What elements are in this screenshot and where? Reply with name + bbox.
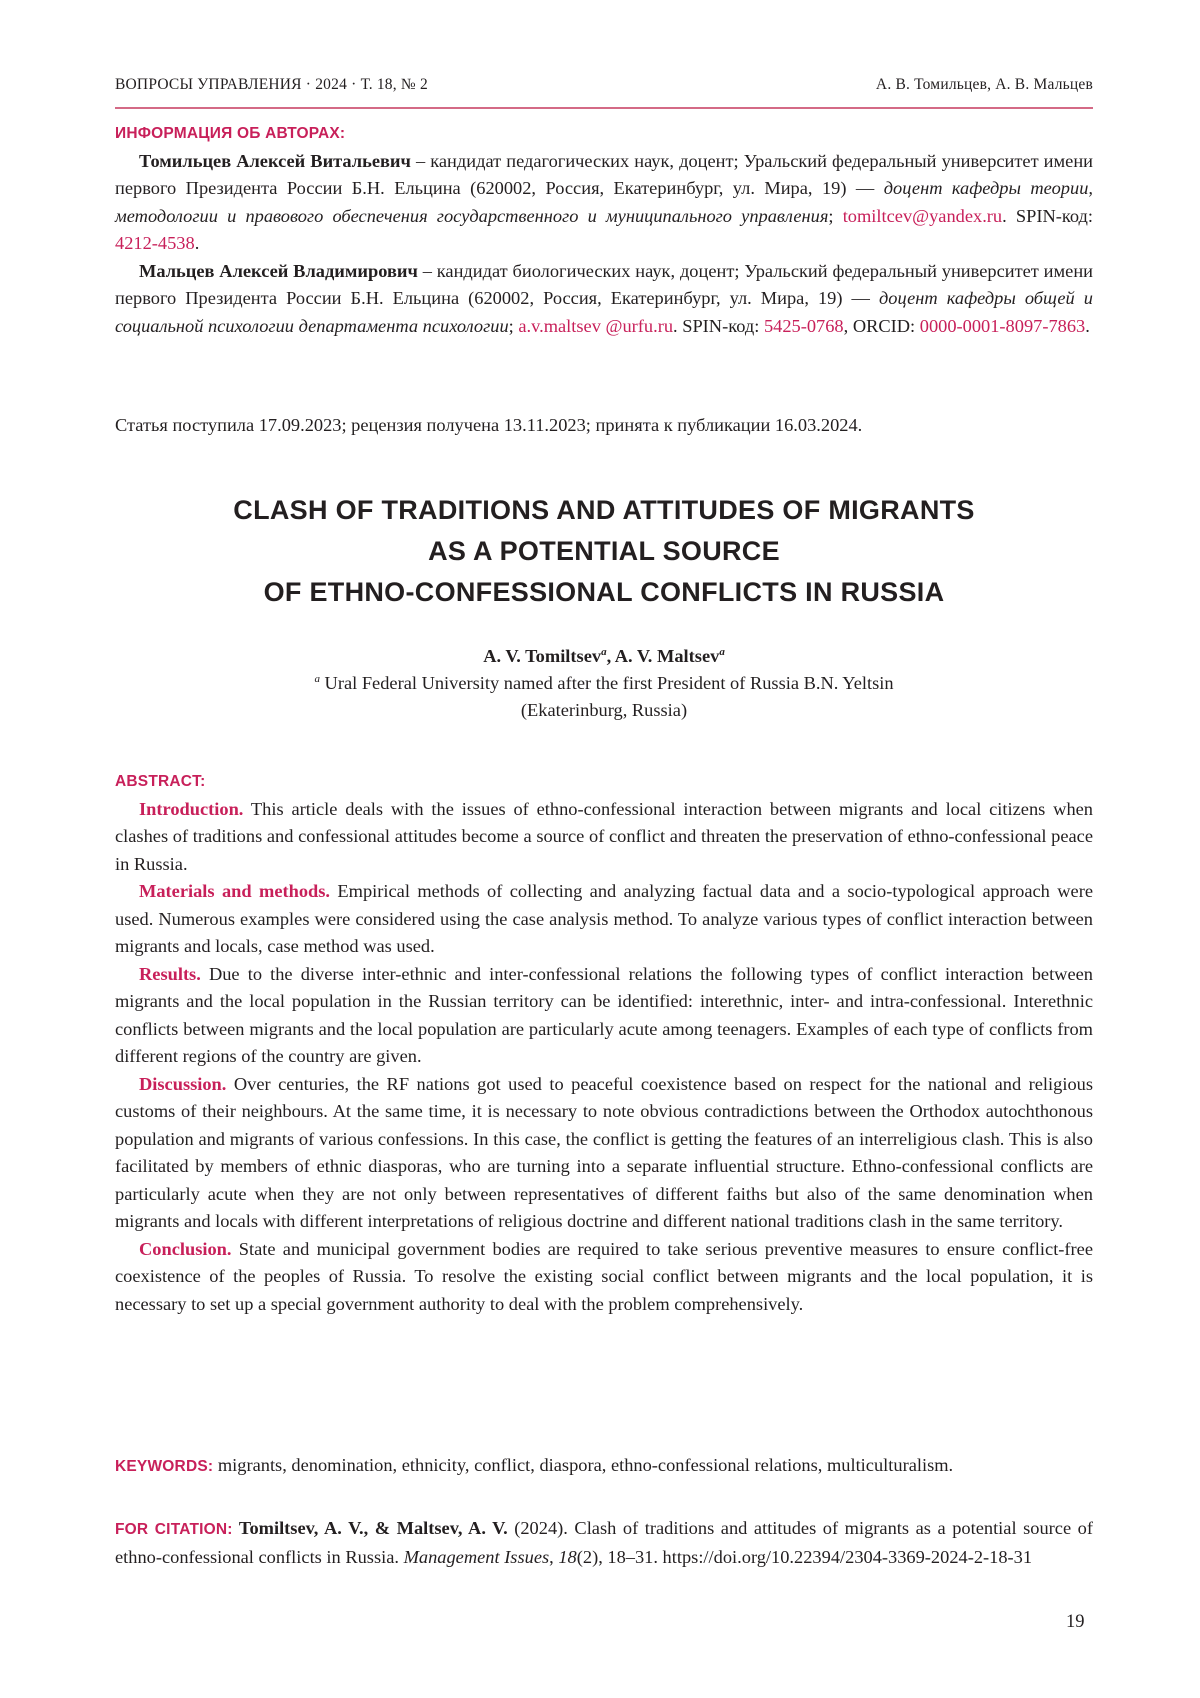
author2-orcid-link[interactable]: 0000-0001-8097-7863 [919,315,1086,336]
author1-info: Томильцев Алексей Витальевич – кандидат педагогических наук, доцент; Уральский федеральный университет имени первого Президента России Б.Н. Ельцина (620002, Россия, Екатеринбург, ул. Мира, 19) — доцент кафедры теории, методологии и правового обеспечения государственного и муниципального управления; tomiltcev@yandex.ru. SPIN-код: 4212-4538. [115,150,1094,253]
author1-name: Томильцев Алексей Витальевич [139,150,411,171]
author2-position: доцент кафедры общей и социальной психологии департамента психологии [115,288,1093,336]
author2-email-link[interactable]: a.v.maltsev @urfu.ru [518,315,674,336]
abstract-section [115,768,1093,1318]
article-dates: Статья поступила 17.09.2023; рецензия получена 13.11.2023; принята к публикации 16.03.2024. [115,415,863,435]
citation: FOR CITATION: Tomiltsev, A. V., & Maltsev, A. V. (2024). Clash of traditions and attitudes of migrants as a potential source of ethno-confessional conflicts in Russia. Management Issues, 18(2), 18–31. https://doi.org/10.22394/2304-3369-2024-2-18-31 [115,1518,1094,1567]
keywords-label: KEYWORDS: [115,1458,214,1475]
authors-info-heading: ИНФОРМАЦИЯ ОБ АВТОРАХ: [115,125,346,142]
journal-info: ВОПРОСЫ УПРАВЛЕНИЯ · 2024 · Т. 18, № 2 [115,76,428,93]
journal-volume: Т. 18, № 2 [360,76,428,93]
article-title [115,490,1093,613]
author2-name: Мальцев Алексей Владимирович [139,260,418,281]
author2-spin-link[interactable]: 5425-0768 [763,315,844,336]
abstract-methods: Materials and methods. Empirical methods of collecting and analyzing factual data and a socio-typological approach were used. Numerous examples were considered using the case analysis method. To analyze various types of conflict interaction between migrants and locals, case method was used. [115,881,1094,956]
page-number: 19 [1066,1612,1085,1632]
title-line: AS A POTENTIAL SOURCE [428,536,780,566]
author1-email-link[interactable]: tomiltcev@yandex.ru [842,205,1003,226]
abstract-heading: ABSTRACT: [115,773,206,790]
keywords [115,1452,1093,1481]
keywords-text: migrants, denomination, ethnicity, conflict, diaspora, ethno-confessional relations, multiculturalism. [213,1455,954,1475]
running-head [115,76,1093,98]
abstract-results: Results. Due to the diverse inter-ethnic and inter-confessional relations the following types of conflict interaction between migrants and the local population in the Russian territory can be identified: interethnic, inter- and intra-confessional. Interethnic conflicts between migrants and the local population are particularly acute among teenagers. Examples of each type of conflicts from different regions of the country are given. [115,963,1093,1066]
running-authors: А. В. Томильцев, А. В. Мальцев [875,76,1093,93]
title-line: OF ETHNO-CONFESSIONAL CONFLICTS IN RUSSIA [263,577,945,607]
abstract-conclusion: Conclusion. State and municipal government bodies are required to take serious preventive measures to ensure conflict-free coexistence of the peoples of Russia. To resolve the existing social conflict between migrants and the local population, it is necessary to set up a special government authority to deal with the problem comprehensively. [115,1238,1093,1314]
header-divider [115,107,1093,109]
author1-spin-link[interactable]: 4212-4538 [115,233,195,253]
author2-info: Мальцев Алексей Владимирович – кандидат биологических наук, доцент; Уральский федеральный университет имени первого Президента России Б.Н. Ельцина (620002, Россия, Екатеринбург, ул. Мира, 19) — доцент кафедры общей и социальной психологии департамента психологии; a.v.maltsev @urfu.ru. SPIN-код: 5425-0768, ORCID: 0000-0001-8097-7863. [115,260,1093,336]
citation-label: FOR CITATION: [115,1521,233,1538]
author-names: A. V. Tomiltsev$^a$, A. V. Maltsev$^a$ [483,645,725,666]
journal-year: 2024 [315,76,348,93]
affiliation-location: (Ekaterinburg, Russia) [520,700,688,720]
title-line: CLASH OF TRADITIONS AND ATTITUDES OF MIGRANTS [233,495,975,525]
authors-info-section [115,120,1093,340]
abstract-discussion: Discussion. Over centuries, the RF nations got used to peaceful coexistence based on respect for the national and religious customs of their neighbours. At the same time, it is necessary to note obvious contradictions between the Orthodox autochthonous population and migrants of various confessions. In this case, the conflict is getting the features of an interreligious clash. This is also facilitated by members of ethnic diasporas, who are turning into a separate influential structure. Ethno-confessional conflicts are particularly acute when they are not only between representatives of different faiths but also of the same denomination when migrants and locals with different interpretations of religious doctrine and different national traditions clash in the same territory. [115,1073,1093,1231]
byline [115,643,1093,724]
journal-name: ВОПРОСЫ УПРАВЛЕНИЯ [115,76,302,93]
citation-doi[interactable]: (2), 18–31. https://doi.org/10.22394/2304-3369-2024-2-18-31 [576,1546,1033,1567]
author1-position: доцент кафедры теории, методологии и правового обеспечения государственного и муниципального управления [115,178,1093,226]
affiliation: $^a$ Ural Federal University named after the first President of Russia B.N. Yeltsin [314,672,894,693]
abstract-introduction: Introduction. This article deals with the issues of ethno-confessional interaction between migrants and local citizens when clashes of traditions and confessional attitudes become a source of conflict and threaten the preservation of ethno-confessional peace in Russia. [115,798,1093,874]
